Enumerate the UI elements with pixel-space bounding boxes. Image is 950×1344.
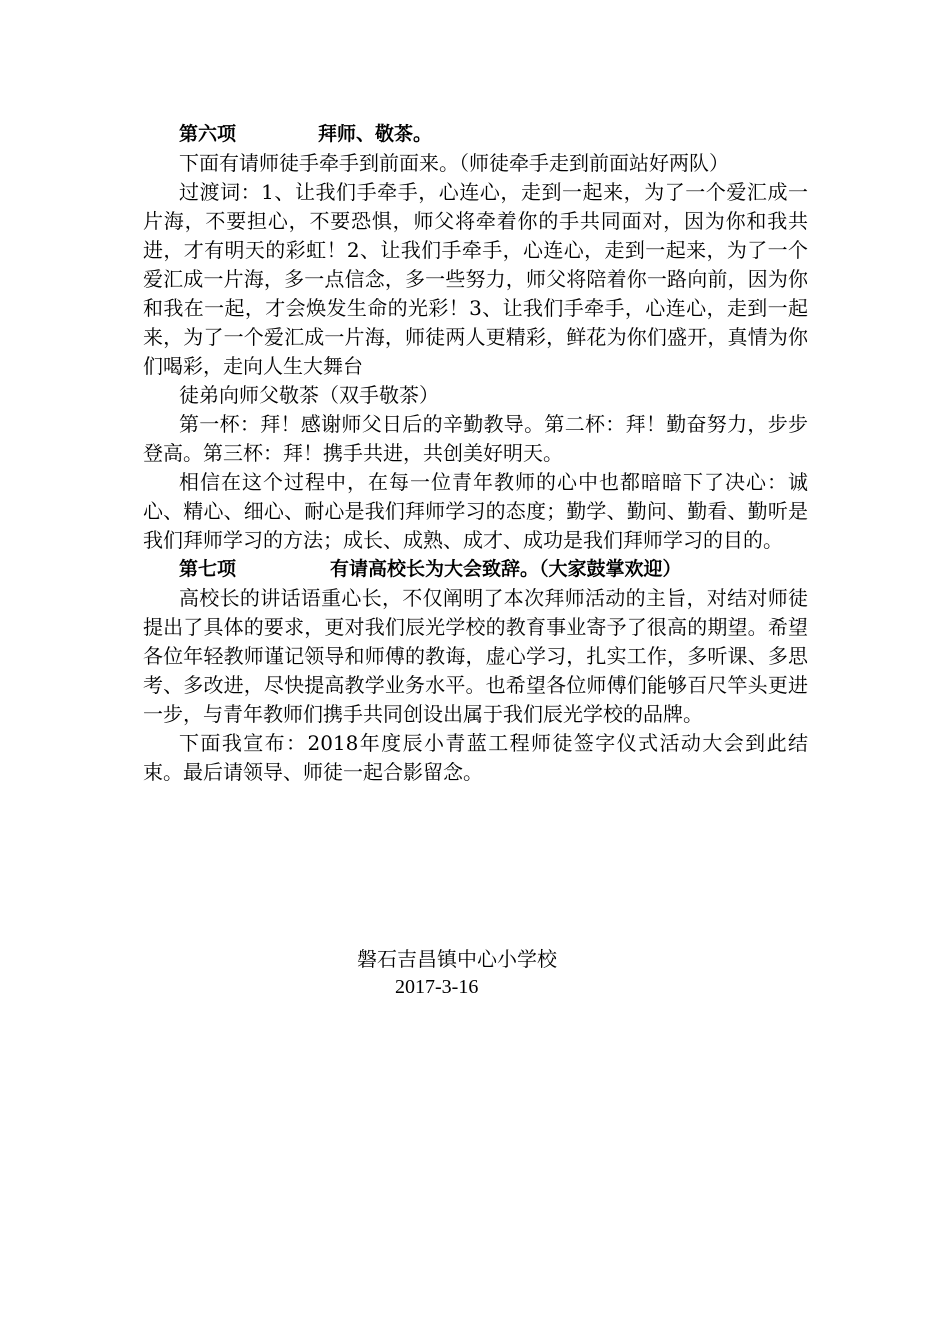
- paragraph: 高校长的讲话语重心长，不仅阐明了本次拜师活动的主旨，对结对师徒提出了具体的要求，更对我们辰光学校的教育事业寄予了很高的期望。希望各位年轻教师谨记领导和师傅的教诲，虚心学习，扎实工作，多听课、多思考、多改进，尽快提高教学业务水平。也希望各位师傅们能够百尺竿头更进一步，与青年教师们携手共同创设出属于我们辰光学校的品牌。: [143, 586, 808, 726]
- section-heading-7: [143, 555, 808, 584]
- school-name: 磐石吉昌镇中心小学校: [357, 947, 557, 971]
- paragraph: 徒弟向师父敬茶（双手敬茶）: [179, 383, 439, 407]
- paragraph: 过渡词：1、让我们手牵手，心连心，走到一起来，为了一个爱汇成一片海，不要担心，不要恐惧，师父将牵着你的手共同面对，因为你和我共进，才有明天的彩虹！2、让我们手牵手，心连心，走到一起来，为了一个爱汇成一片海，多一点信念，多一些努力，师父将陪着你一路向前，因为你和我在一起，才会焕发生命的光彩！3、让我们手牵手，心连心，走到一起来，为了一个爱汇成一片海，师徒两人更精彩，鲜花为你们盛开，真情为你们喝彩，走向人生大舞台: [143, 180, 808, 378]
- section-label: 第六项: [179, 123, 237, 145]
- paragraph: 第一杯：拜！感谢师父日后的辛勤教导。第二杯：拜！勤奋努力，步步登高。第三杯：拜！携手共进，共创美好明天。: [143, 412, 808, 465]
- section-heading-6: [143, 120, 808, 149]
- paragraph: 下面我宣布：2018年度辰小青蓝工程师徒签字仪式活动大会到此结束。最后请领导、师徒一起合影留念。: [143, 731, 808, 784]
- document-body: [143, 120, 808, 787]
- section-title: 拜师、敬茶。: [318, 123, 433, 145]
- section-title: 有请高校长为大会致辞。（大家鼓掌欢迎）: [330, 558, 682, 580]
- document-date: 2017-3-16: [395, 976, 479, 998]
- section-label: 第七项: [179, 558, 237, 580]
- paragraph: 下面有请师徒手牵手到前面来。（师徒牵手走到前面站好两队）: [179, 151, 729, 175]
- paragraph: 相信在这个过程中，在每一位青年教师的心中也都暗暗下了决心：诚心、精心、细心、耐心是我们拜师学习的态度；勤学、勤问、勤看、勤听是我们拜师学习的方法；成长、成熟、成才、成功是我们拜师学习的目的。: [143, 470, 808, 552]
